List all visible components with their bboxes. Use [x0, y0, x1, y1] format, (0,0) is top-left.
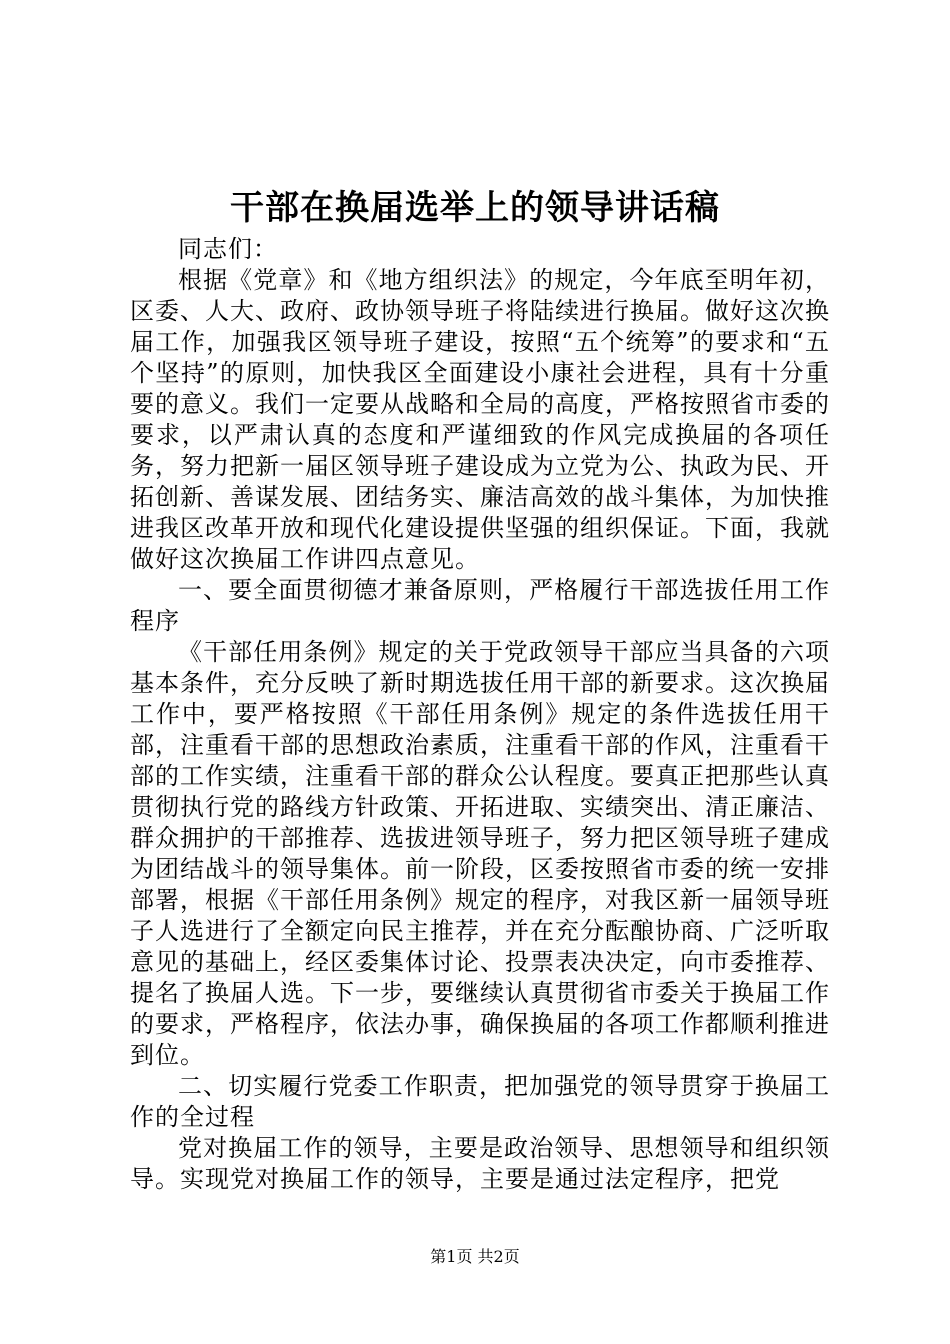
section-heading-1: 一、要全面贯彻德才兼备原则，严格履行干部选拔任用工作程序	[130, 576, 830, 635]
page-number-footer: 第1页 共2页	[430, 1247, 520, 1266]
document-title: 干部在换届选举上的领导讲话稿	[230, 188, 720, 228]
paragraph-intro: 根据《党章》和《地方组织法》的规定，今年底至明年初，区委、人大、政府、政协领导班子将陆续进行换届。做好这次换届工作，加强我区领导班子建设，按照“五个统筹”的要求和“五个坚持”的原则，加快我区全面建设小康社会进程，具有十分重要的意义。我们一定要从战略和全局的高度，严格按照省市委的要求，以严肃认真的态度和严谨细致的作风完成换届的各项任务，努力把新一届区领导班子建设成为立党为公、执政为民、开拓创新、善谋发展、团结务实、廉洁高效的战斗集体，为加快推进我区改革开放和现代化建设提供坚强的组织保证。下面，我就做好这次换届工作讲四点意见。	[130, 266, 830, 573]
section-heading-2: 二、切实履行党委工作职责，把加强党的领导贯穿于换届工作的全过程	[130, 1072, 830, 1131]
document-body	[130, 234, 830, 1195]
paragraph-section-1: 《干部任用条例》规定的关于党政领导干部应当具备的六项基本条件，充分反映了新时期选拔任用干部的新要求。这次换届工作中，要严格按照《干部任用条例》规定的条件选拔任用干部，注重看干部的思想政治素质，注重看干部的作风，注重看干部的工作实绩，注重看干部的群众公认程度。要真正把那些认真贯彻执行党的路线方针政策、开拓进取、实绩突出、清正廉洁、群众拥护的干部推荐、选拔进领导班子，努力把区领导班子建成为团结战斗的领导集体。前一阶段，区委按照省市委的统一安排部署，根据《干部任用条例》规定的程序，对我区新一届领导班子人选进行了全额定向民主推荐，并在充分酝酿协商、广泛听取意见的基础上，经区委集体讨论、投票表决决定，向市委推荐、提名了换届人选。下一步，要继续认真贯彻省市委关于换届工作的要求，严格程序，依法办事，确保换届的各项工作都顺利推进到位。	[130, 638, 830, 1069]
salutation: 同志们：	[178, 235, 278, 263]
paragraph-section-2: 党对换届工作的领导，主要是政治领导、思想领导和组织领导。实现党对换届工作的领导，主要是通过法定程序，把党	[130, 1134, 830, 1193]
